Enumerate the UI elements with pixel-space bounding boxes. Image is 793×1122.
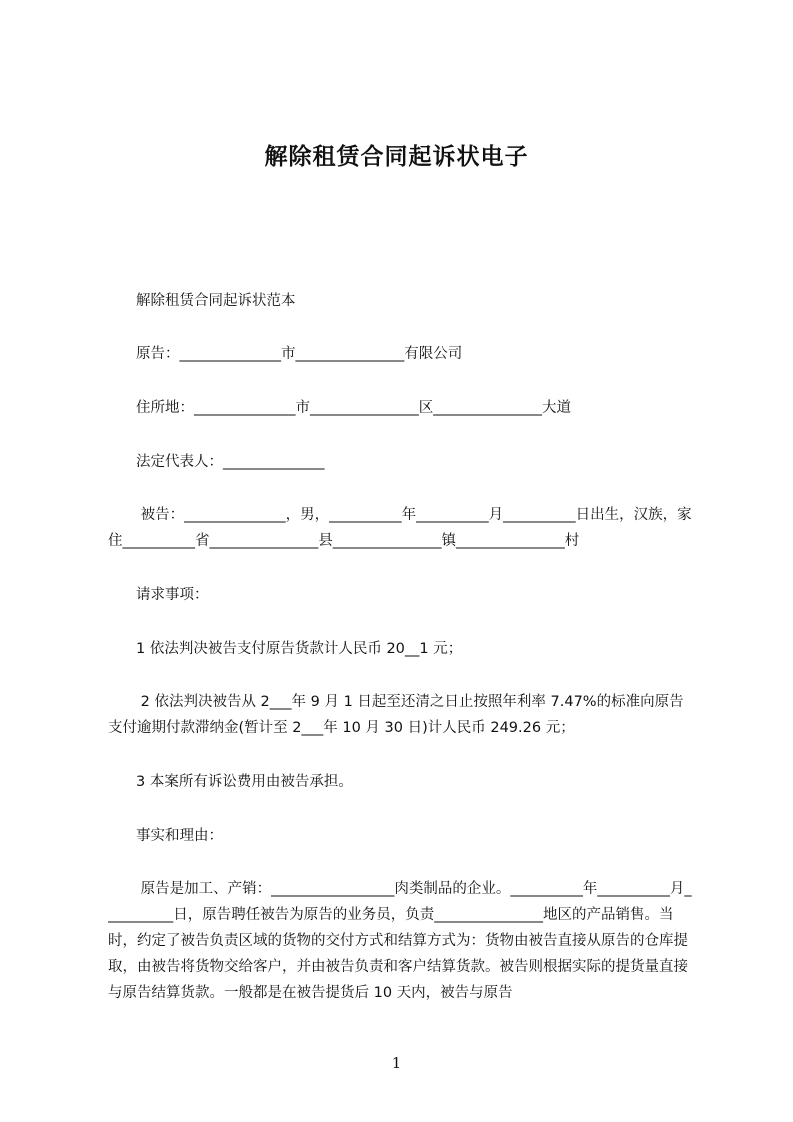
paragraph-claim-1: 1 依法判决被告支付原告货款计人民币 20__1 元； bbox=[136, 641, 463, 657]
paragraph-claim-2: 2 依法判决被告从 2___年 9 月 1 日起至还清之日止按照年利率 7.47%的标准向原告支付逾期付款滞纳金(暂计至 2___年 10 月 30 日)计人民币 249.26 元； bbox=[108, 694, 684, 736]
paragraph-claims-heading: 请求事项： bbox=[136, 587, 209, 603]
paragraph-facts-heading: 事实和理由： bbox=[136, 828, 223, 844]
paragraph-claim-3: 3 本案所有诉讼费用由被告承担。 bbox=[136, 774, 353, 790]
paragraph-legal-representative: 法定代表人：______________ bbox=[136, 454, 325, 470]
paragraph-plaintiff: 原告：______________市_______________有限公司 bbox=[136, 346, 463, 362]
paragraph-defendant: 被告：______________，男，__________年__________月__________日出生，汉族，家住__________省_______________县_______________镇_______________村 bbox=[108, 507, 692, 549]
document-title: 解除租赁合同起诉状电子 bbox=[264, 144, 529, 170]
paragraph-heading: 解除租赁合同起诉状范本 bbox=[136, 293, 296, 309]
paragraph-address: 住所地：______________市_______________区_______________大道 bbox=[136, 400, 571, 416]
paragraph-facts: 原告是加工、产销：_________________肉类制品的企业。__________年__________月__________日，原告聘任被告为原告的业务员，负责_______________地区的产品销售。当时，约定了被告负责区域的货物的交付方式和结算方式为：货物由被告直接从原告的仓库提取，由被告将货物交给客户，并由被告负责和客户结算货款。被告则根据实际的提货量直接与原告结算货款。一般都是在被告提货后 10 天内，被告与原告 bbox=[108, 881, 692, 1001]
page-number: 1 bbox=[391, 1054, 402, 1072]
